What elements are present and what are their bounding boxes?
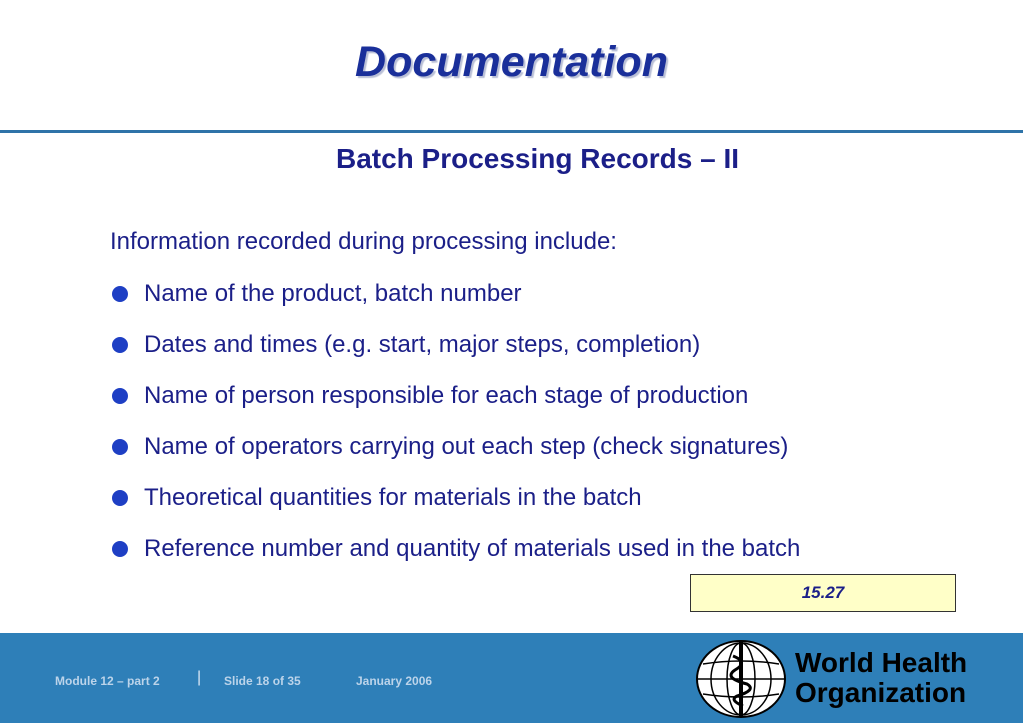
logo-text-line1: World Health	[795, 647, 968, 678]
bullet-item	[110, 280, 800, 331]
bullet-text: Dates and times (e.g. start, major steps, completion)	[144, 331, 701, 358]
slide-subtitle: Batch Processing Records – II	[335, 143, 740, 174]
bullet-text: Theoretical quantities for materials in the batch	[144, 484, 642, 511]
reference-box	[690, 574, 956, 612]
footer-slide-number: Slide 18 of 35	[224, 674, 301, 688]
bullet-text: Name of person responsible for each stage of production	[144, 382, 749, 409]
bullet-text: Name of operators carrying out each step (check signatures)	[144, 433, 789, 460]
slide-title: Documentation	[355, 38, 668, 86]
bullet-text: Name of the product, batch number	[144, 280, 522, 307]
reference-number: 15.27	[801, 583, 845, 602]
footer-date: January 2006	[356, 674, 433, 688]
bullet-dot-icon	[112, 337, 128, 353]
bullet-dot-icon	[112, 439, 128, 455]
bullet-item	[110, 433, 800, 484]
bullet-item	[110, 382, 800, 433]
who-emblem-icon	[693, 638, 789, 720]
bullet-list	[110, 280, 800, 586]
bullet-item	[110, 331, 800, 382]
bullet-dot-icon	[112, 541, 128, 557]
bullet-dot-icon	[112, 490, 128, 506]
bullet-dot-icon	[112, 388, 128, 404]
footer-module: Module 12 – part 2	[55, 674, 160, 688]
bullet-dot-icon	[112, 286, 128, 302]
bullet-item	[110, 484, 800, 535]
logo-text-line2: Organization	[795, 677, 967, 708]
who-logo	[693, 638, 968, 720]
intro-text: Information recorded during processing include:	[110, 228, 617, 255]
title-divider	[0, 130, 1023, 133]
bullet-text: Reference number and quantity of materials used in the batch	[144, 535, 801, 562]
footer-separator: |	[197, 669, 202, 686]
